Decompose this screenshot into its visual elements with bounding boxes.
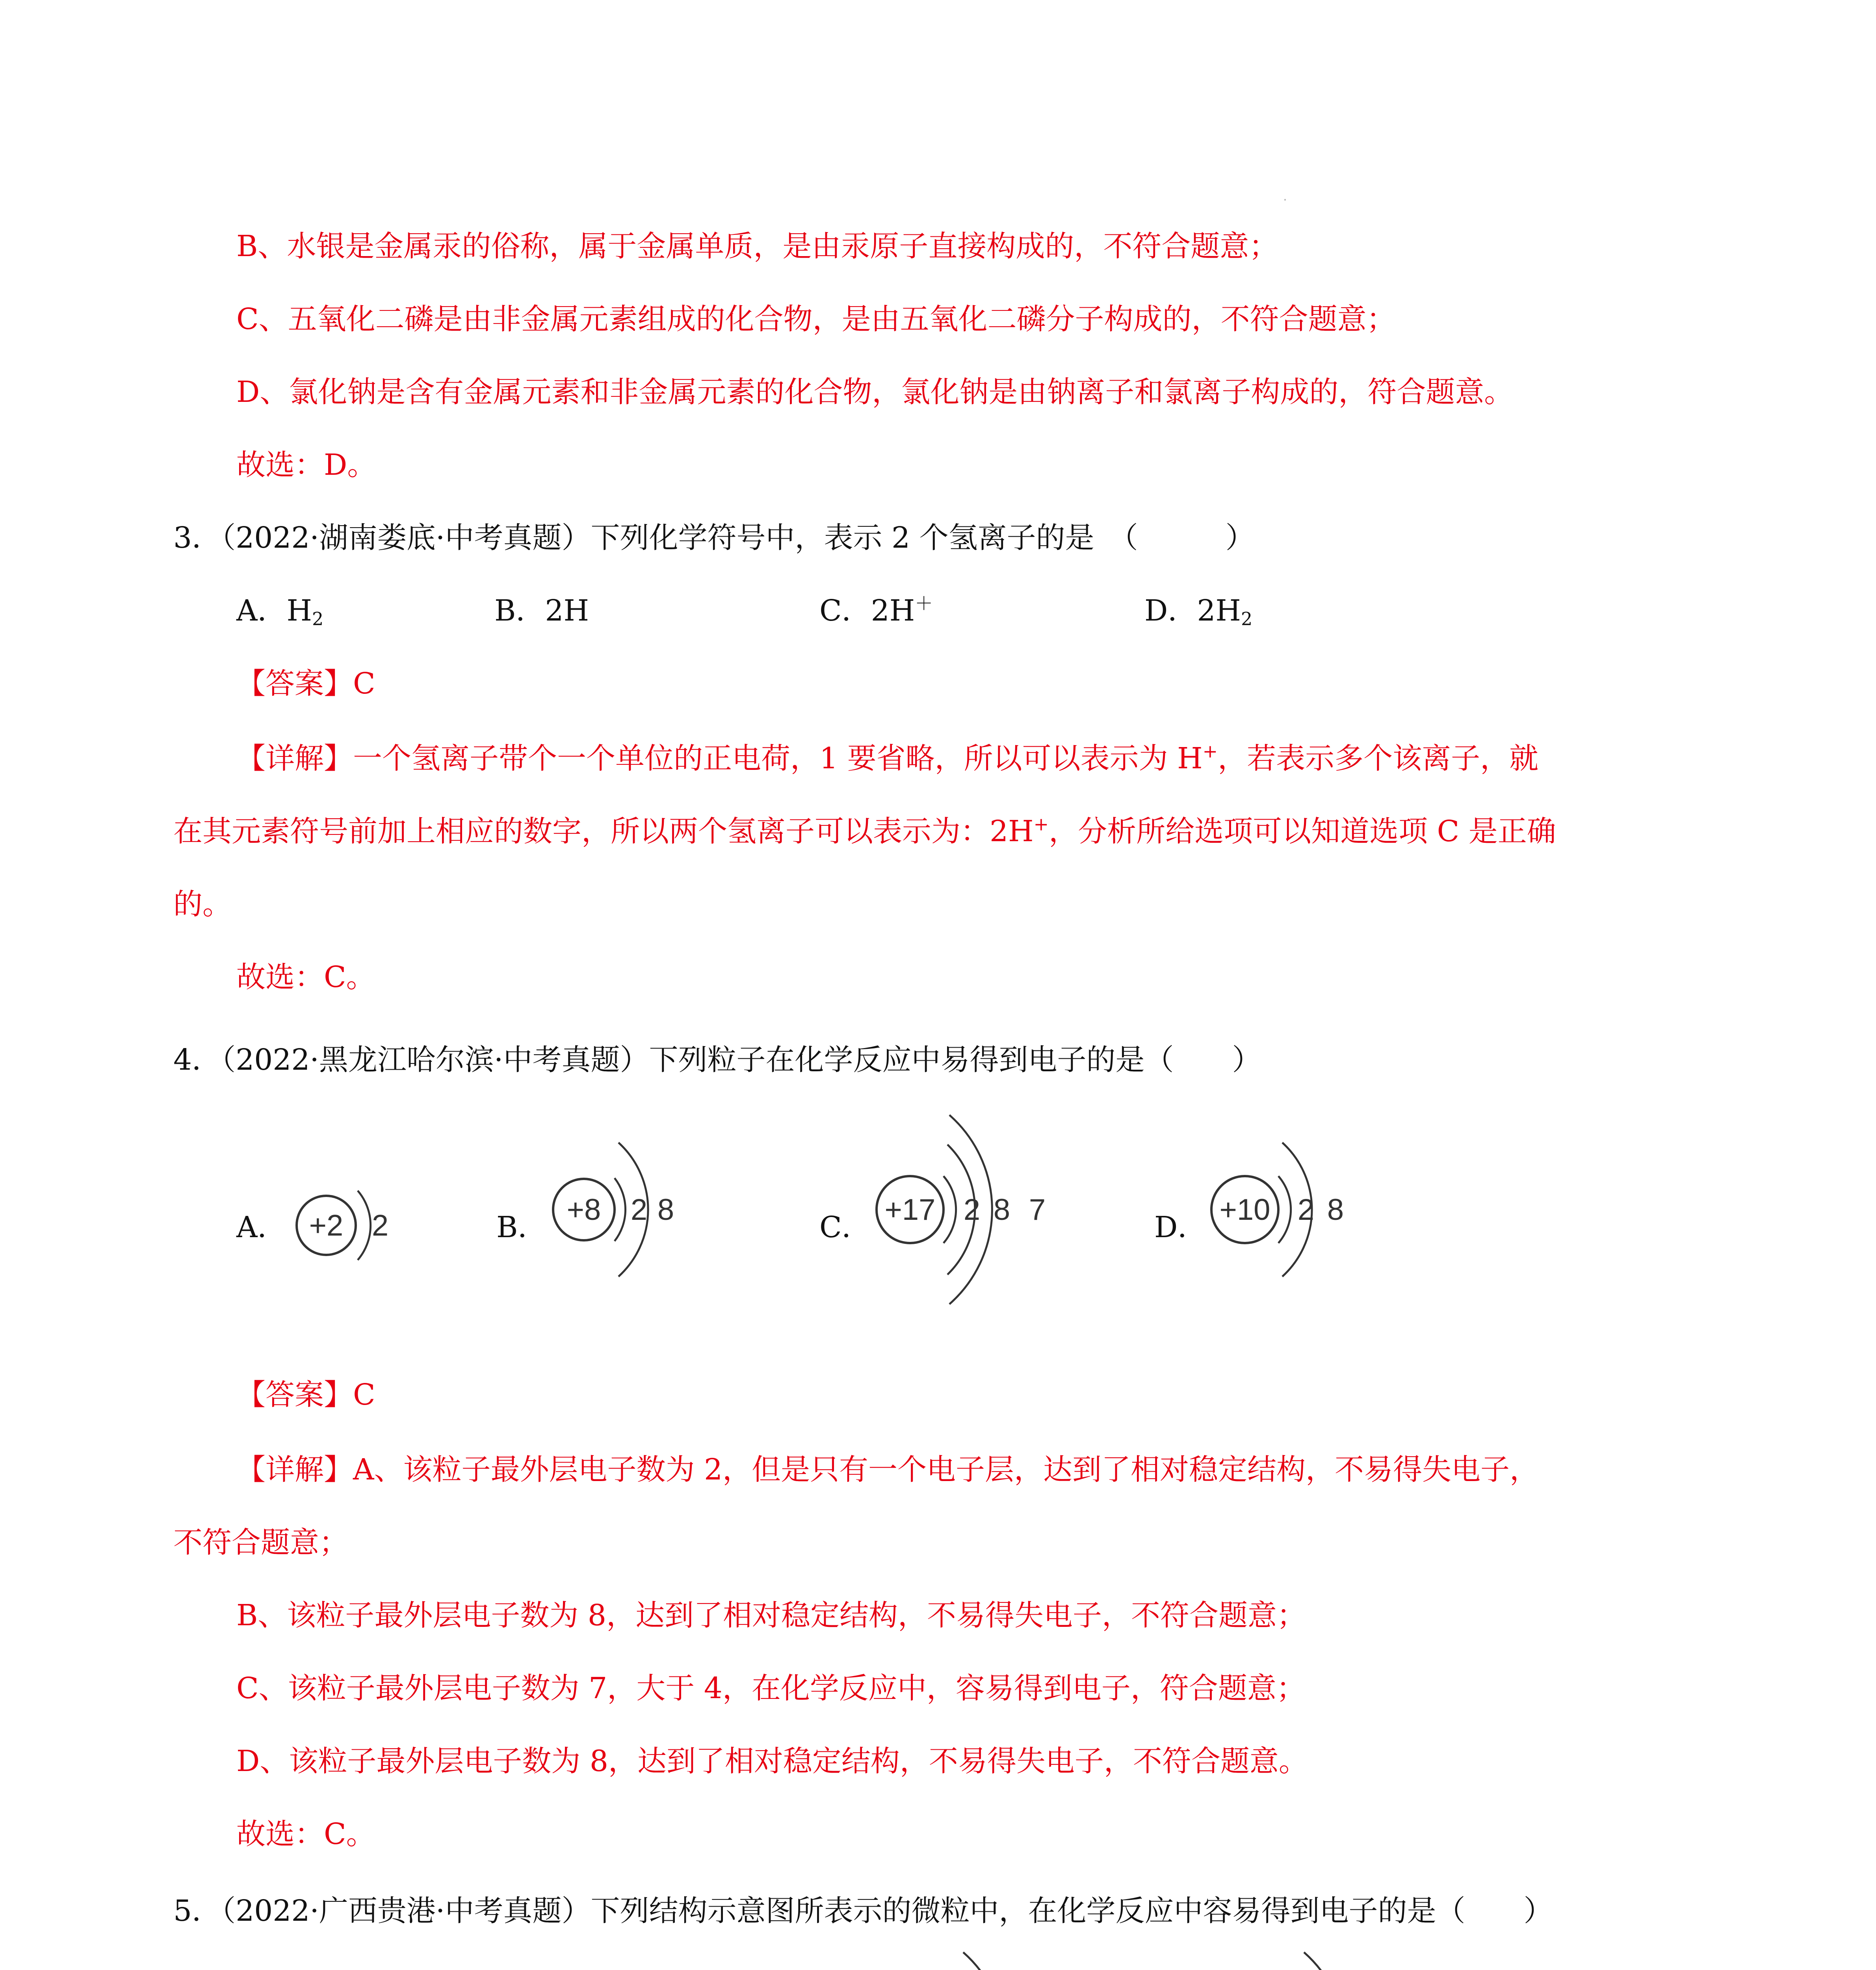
shell-electrons: 8: [657, 1193, 674, 1227]
electron-shell-arc: [944, 1176, 956, 1243]
q3-detail-line-3: 的。: [173, 887, 232, 921]
speck-mark: [1284, 199, 1286, 201]
q5-atom-diagram-b: [555, 1964, 705, 1970]
q4-atom-diagram-c: [869, 1107, 1074, 1314]
q3-option-c: C．2H＋: [819, 593, 933, 628]
q4-option-a-label: A．: [236, 1210, 287, 1244]
shell-electrons: 8: [993, 1193, 1010, 1227]
electron-shell-arc: [1278, 1176, 1291, 1243]
q4-option-d-explanation: D、该粒子最外层电子数为 8，达到了相对稳定结构，不易得失电子，不符合题意。: [236, 1744, 1308, 1778]
q3-option-b: B．2H: [494, 594, 589, 628]
q4-atom-diagram-d: [1205, 1131, 1371, 1290]
q4-option-c-explanation: C、该粒子最外层电子数为 7，大于 4，在化学反应中，容易得到电子，符合题意；: [236, 1671, 1306, 1705]
q5-atom-diagram-d: [1223, 1944, 1428, 1970]
nucleus-charge: +10: [1219, 1193, 1270, 1227]
q4-final-answer: 故选：C。: [236, 1817, 375, 1851]
shell-electrons: 2: [1297, 1193, 1315, 1227]
q3-detail-line-2: 在其元素符号前加上相应的数字，所以两个氢离子可以表示为：2H+，分析所给选项可以知道选项 C 是正确: [173, 813, 1556, 848]
shell-electrons: 2: [963, 1193, 981, 1227]
nucleus-charge: +2: [309, 1209, 344, 1242]
q4-option-b-label: B．: [496, 1210, 547, 1244]
q3-stem: 3．（2022·湖南娄底·中考真题）下列化学符号中，表示 2 个氢离子的是 （ ）: [173, 521, 1255, 555]
q3-option-a: A．$H_2$: [236, 594, 324, 630]
q4-option-d-label: D．: [1154, 1210, 1207, 1244]
q3-final-answer: 故选：C。: [236, 960, 375, 994]
nucleus-charge: +8: [567, 1193, 601, 1227]
q3-option-d: D．$2H_2$: [1144, 594, 1253, 630]
shell-electrons: 2: [630, 1193, 648, 1227]
electron-shell-arc: [358, 1191, 371, 1260]
q5-stem: 5．（2022·广西贵港·中考真题）下列结构示意图所表示的微粒中，在化学反应中容易得到电子的是（ ）: [173, 1894, 1553, 1928]
q5-atom-diagram-c: [882, 1944, 1087, 1970]
electron-shell-arc: [963, 1952, 1006, 1970]
prev-option-b-explanation: B、水银是金属汞的俗称，属于金属单质，是由汞原子直接构成的，不符合题意；: [236, 229, 1278, 263]
q4-detail-line-2: 不符合题意；: [173, 1526, 348, 1559]
q4-atom-diagram-a: [292, 1162, 422, 1298]
nucleus-charge: +17: [884, 1193, 936, 1227]
electron-shell-arc: [615, 1178, 626, 1241]
prev-final-answer: 故选：D。: [236, 448, 377, 482]
shell-electrons: 2: [371, 1209, 389, 1242]
q4-option-c-label: C．: [819, 1210, 871, 1244]
q4-atom-diagram-b: [548, 1131, 705, 1290]
q4-answer: 【答案】C: [236, 1378, 375, 1412]
q4-stem: 4．（2022·黑龙江哈尔滨·中考真题）下列粒子在化学反应中易得到电子的是（ ）: [173, 1043, 1261, 1077]
q4-option-b-explanation: B、该粒子最外层电子数为 8，达到了相对稳定结构，不易得失电子，不符合题意；: [236, 1598, 1306, 1632]
q3-answer: 【答案】C: [236, 667, 375, 701]
prev-option-c-explanation: C、五氧化二磷是由非金属元素组成的化合物，是由五氧化二磷分子构成的，不符合题意；: [236, 302, 1396, 336]
q3-detail-line-1: 【详解】一个氢离子带个一个单位的正电荷，1 要省略，所以可以表示为 H+，若表示多个该离子，就: [236, 740, 1539, 775]
electron-shell-arc: [1304, 1952, 1347, 1970]
q4-detail-line-1: 【详解】A、该粒子最外层电子数为 2，但是只有一个电子层，达到了相对稳定结构，不易得失电子，: [236, 1453, 1539, 1487]
shell-electrons: 7: [1029, 1193, 1046, 1227]
shell-electrons: 8: [1327, 1193, 1344, 1227]
prev-option-d-explanation: D、氯化钠是含有金属元素和非金属元素的化合物，氯化钠是由钠离子和氯离子构成的，符合题意。: [236, 375, 1514, 409]
